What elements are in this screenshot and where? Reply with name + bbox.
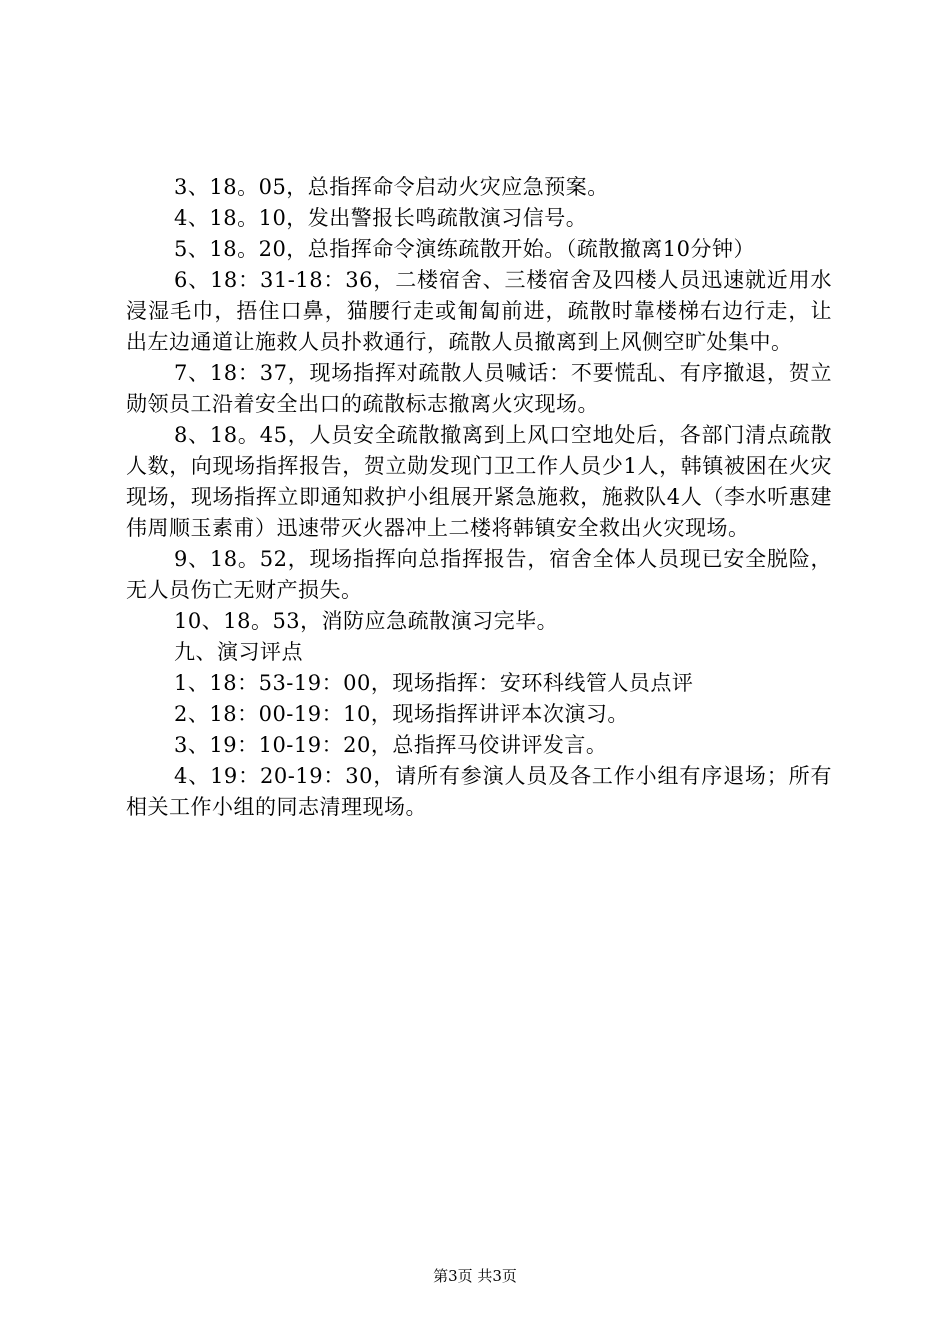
evaluation-item-1: 1、18：53-19：00，现场指挥：安环科线管人员点评 [174, 671, 694, 695]
paragraph-item-8: 8、18。45，人员安全疏散撤离到上风口空地处后，各部门清点疏散人数，向现场指挥报告，贺立勋发现门卫工作人员少1人，韩镇被困在火灾现场，现场指挥立即通知救护小组展开紧急施救，施救队4人（李水听惠建伟周顺玉素甫）迅速带灭火器冲上二楼将韩镇安全救出火灾现场。 [126, 423, 832, 540]
document-body [126, 172, 832, 823]
paragraph-item-5: 5、18。20，总指挥命令演练疏散开始。（疏散撤离10分钟） [174, 237, 756, 261]
evaluation-item-2: 2、18：00-19：10，现场指挥讲评本次演习。 [174, 702, 629, 726]
page-number-footer: 第3页 共3页 [433, 1267, 517, 1285]
paragraph-item-6: 6、18：31-18：36，二楼宿舍、三楼宿舍及四楼人员迅速就近用水浸湿毛巾，捂住口鼻，猫腰行走或匍匐前进，疏散时靠楼梯右边行走，让出左边通道让施救人员扑救通行，疏散人员撤离到上风侧空旷处集中。 [126, 268, 832, 354]
paragraph-item-10: 10、18。53，消防应急疏散演习完毕。 [174, 609, 559, 633]
paragraph-item-7: 7、18：37，现场指挥对疏散人员喊话：不要慌乱、有序撤退，贺立勋领员工沿着安全出口的疏散标志撤离火灾现场。 [126, 361, 832, 416]
section-heading-evaluation: 九、演习评点 [174, 640, 303, 664]
paragraph-item-4: 4、18。10，发出警报长鸣疏散演习信号。 [174, 206, 588, 230]
evaluation-item-4: 4、19：20-19：30，请所有参演人员及各工作小组有序退场；所有相关工作小组的同志清理现场。 [126, 764, 832, 819]
paragraph-item-3: 3、18。05，总指挥命令启动火灾应急预案。 [174, 175, 609, 199]
evaluation-item-3: 3、19：10-19：20，总指挥马佼讲评发言。 [174, 733, 608, 757]
paragraph-item-9: 9、18。52，现场指挥向总指挥报告，宿舍全体人员现已安全脱险，无人员伤亡无财产损失。 [126, 547, 832, 602]
